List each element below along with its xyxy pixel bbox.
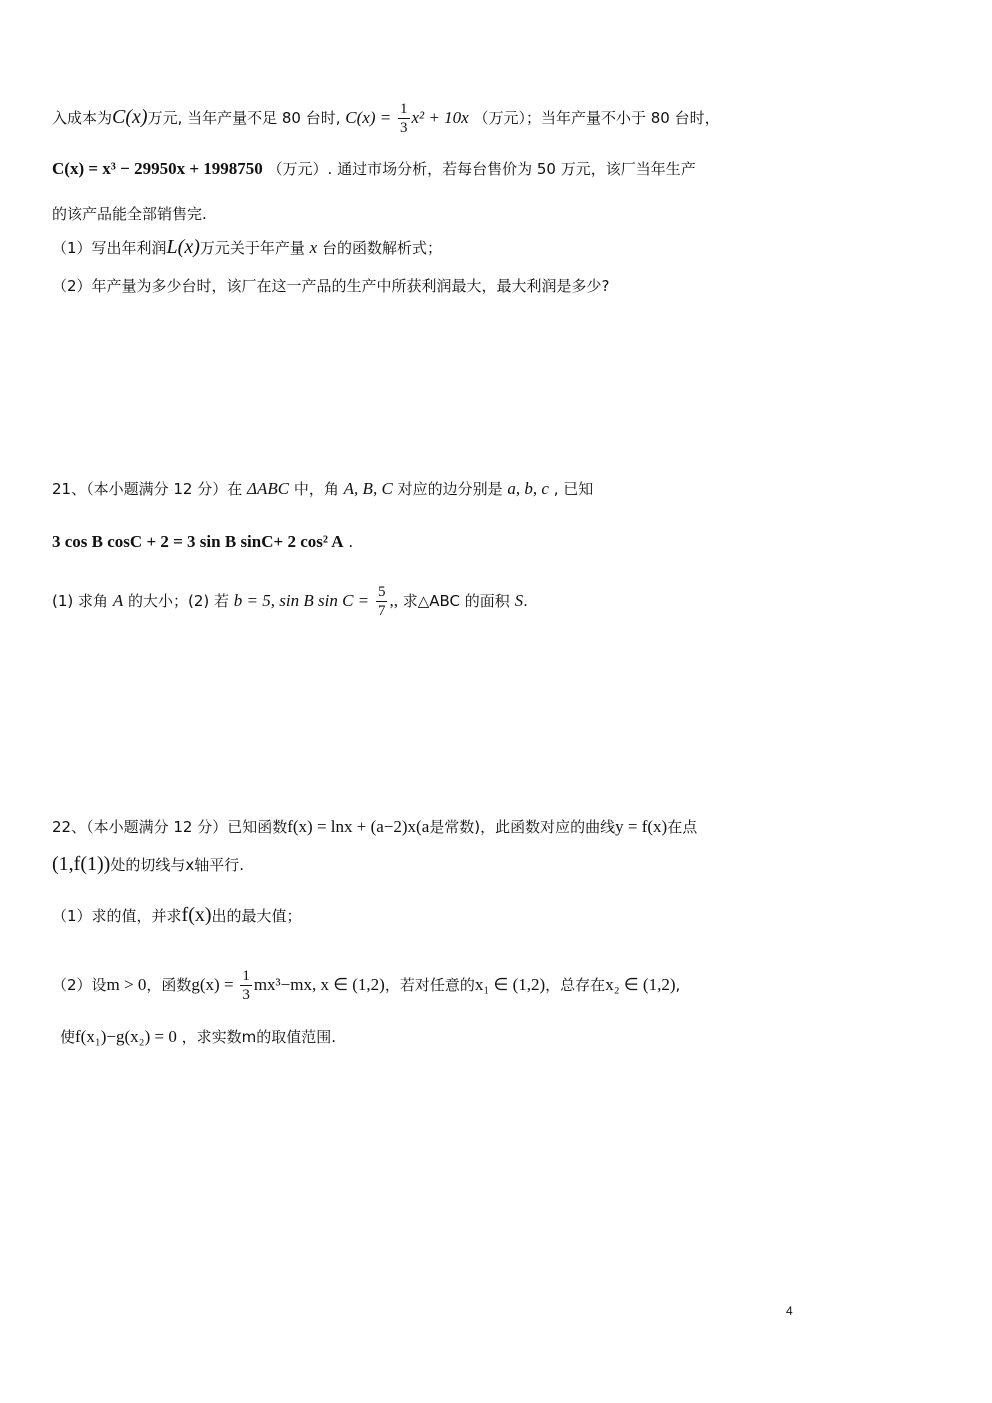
text: 使 — [60, 1028, 76, 1046]
q22-part-1 — [52, 904, 302, 927]
text: 入成本为 — [52, 109, 113, 127]
text: 万元, 当年产量不足 80 台时, — [147, 109, 341, 127]
text: , 已知 — [553, 480, 594, 498]
text: （1）写出年利润 — [52, 239, 167, 257]
math-triangle: ΔABC — [247, 479, 290, 498]
text: 在点 — [667, 818, 698, 836]
math-A: A — [112, 591, 124, 610]
page-number: 4 — [786, 1304, 793, 1318]
q20-part-2 — [52, 275, 610, 297]
math-cost-function: C(x) = x³ − 29950x + 1998750 — [52, 159, 263, 178]
text: 的该产品能全部销售完. — [52, 205, 207, 223]
text: 处的切线与x轴平行. — [110, 856, 244, 874]
q20-part-1 — [52, 236, 442, 259]
text: （2）设 — [52, 976, 107, 994]
math-expr: x² + 10x — [411, 108, 469, 127]
math-cx-small: C(x) = — [345, 108, 392, 127]
math-x2: x₂ ∈ (1,2) — [605, 975, 676, 994]
text: 的大小；(2) 若 — [127, 592, 230, 610]
text: 出的最大值； — [211, 907, 302, 925]
math-fx: f(x) = lnx + (a−2)x(a — [287, 817, 430, 836]
math-S: S — [514, 591, 524, 610]
text: ，总存在 — [545, 976, 606, 994]
text: （2）年产量为多少台时，该厂在这一产品的生产中所获利润最大，最大利润是多少? — [52, 277, 610, 295]
q22-part-2 — [52, 967, 680, 1004]
q20-line-1 — [52, 100, 720, 137]
q22-part-2-cont — [60, 1026, 336, 1048]
q21-heading — [52, 478, 593, 500]
math-x: x — [309, 238, 318, 257]
q22-heading — [52, 816, 697, 838]
math-condition: f(x₁)−g(x₂) = 0 — [75, 1027, 177, 1046]
math-gx: g(x) = — [191, 975, 234, 994]
text: 中，角 — [293, 480, 339, 498]
text: 万元关于年产量 — [199, 239, 305, 257]
math-lx: L(x) — [166, 236, 200, 258]
text: 21、（本小题满分 12 分）在 — [52, 480, 243, 498]
math-curve: y = f(x) — [615, 817, 668, 836]
math-gx-rest: mx³−mx, x ∈ (1,2) — [253, 975, 385, 994]
text: 22、（本小题满分 12 分）已知函数 — [52, 818, 288, 836]
text: （万元）；当年产量不小于 80 台时， — [473, 109, 720, 127]
fraction-one-third: $\frac{1}{3}$ — [400, 101, 408, 136]
q20-line-3 — [52, 203, 207, 225]
math-point: (1,f(1)) — [52, 853, 111, 875]
fraction-one-third: $\frac{1}{3}$ — [242, 968, 250, 1003]
math-equation: 3 cos B cosC + 2 = 3 sin B sinC+ 2 cos² A — [52, 532, 344, 551]
text: , — [675, 976, 681, 994]
q21-parts — [52, 583, 528, 620]
math-fx: f(x) — [181, 904, 212, 926]
text: ，若对任意的 — [384, 976, 475, 994]
text: . — [523, 592, 528, 610]
text: 台的函数解析式； — [322, 239, 443, 257]
text: （万元）. 通过市场分析，若每台售价为 50 万元，该厂当年生产 — [267, 160, 696, 178]
math-sides: a, b, c — [507, 479, 549, 498]
text: ,, — [389, 591, 398, 610]
math-condition: b = 5, sin B sin C = — [233, 591, 370, 610]
math-x1: x₁ ∈ (1,2) — [474, 975, 546, 994]
q20-line-2 — [52, 158, 696, 180]
text: ，函数 — [146, 976, 192, 994]
q21-equation — [52, 531, 353, 553]
fraction-five-sevenths: $\frac{5}{7}$ — [377, 584, 386, 619]
text: ，求实数m的取值范围. — [181, 1028, 337, 1046]
text: 对应的边分别是 — [397, 480, 503, 498]
q22-line-2 — [52, 853, 244, 876]
text: . — [348, 533, 354, 551]
math-m-condition: m > 0 — [106, 975, 147, 994]
text: （1）求的值，并求 — [52, 907, 182, 925]
text: 求△ABC 的面积 — [402, 592, 510, 610]
text: 是常数)，此函数对应的曲线 — [429, 818, 616, 836]
math-angles: A, B, C — [343, 479, 393, 498]
text: (1) 求角 — [52, 592, 109, 610]
math-cx: C(x) — [112, 106, 148, 128]
